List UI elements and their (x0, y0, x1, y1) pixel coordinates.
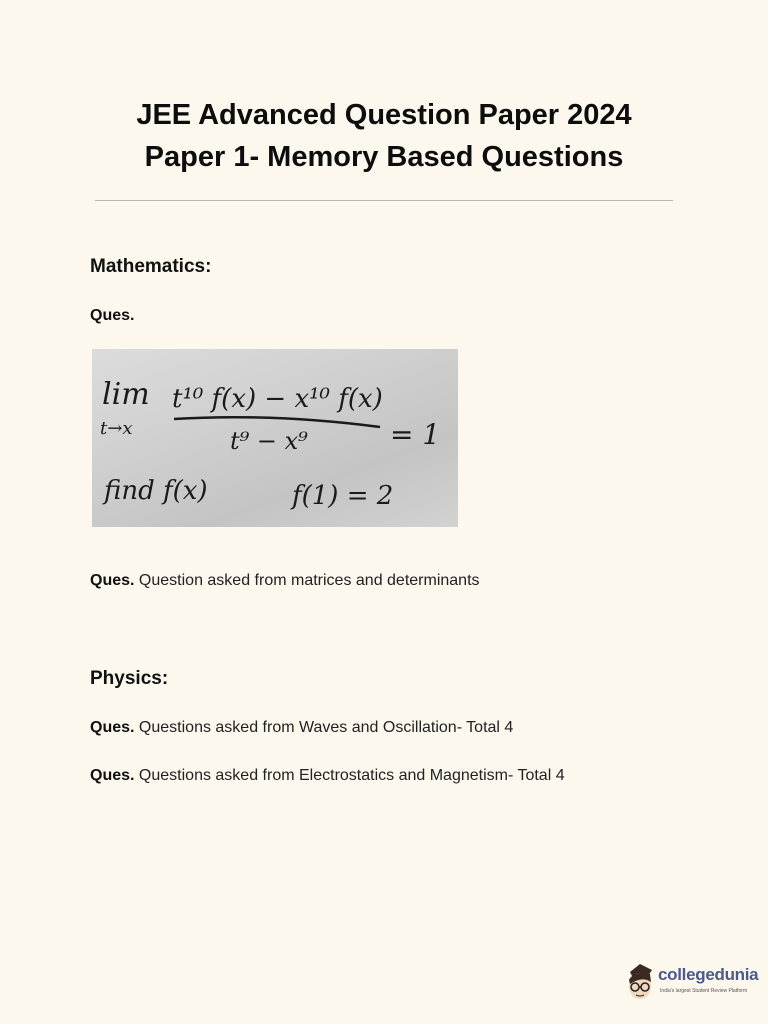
question-label: Ques. (90, 767, 135, 784)
document-title (0, 94, 768, 178)
question-text: Question asked from matrices and determinants (138, 572, 480, 589)
svg-text:t¹⁰ f(x) − x¹⁰ f(x): t¹⁰ f(x) − x¹⁰ f(x) (172, 384, 383, 414)
question-label: Ques. (90, 719, 135, 736)
svg-text:find f(x): find f(x) (104, 476, 208, 506)
question-label: Ques. (90, 572, 135, 589)
question-4 (90, 767, 565, 785)
svg-text:f(1) = 2: f(1) = 2 (292, 481, 394, 511)
title-line-2: Paper 1- Memory Based Questions (144, 141, 624, 173)
svg-text:= 1: = 1 (390, 418, 441, 451)
section-heading-physics: Physics: (90, 668, 169, 689)
question-text: Questions asked from Electrostatics and Magnetism- Total 4 (138, 767, 565, 784)
brand-name: collegedunia (658, 965, 759, 984)
brand-tagline: India's largest Student Review Platform (660, 988, 748, 994)
mascot-icon (624, 962, 656, 1002)
divider (95, 200, 673, 201)
question-3 (90, 719, 513, 737)
svg-text:t→x: t→x (100, 418, 133, 439)
svg-text:lim: lim (102, 377, 150, 412)
svg-text:t⁹ − x⁹: t⁹ − x⁹ (230, 427, 308, 455)
question-1 (90, 307, 134, 325)
section-heading-mathematics: Mathematics: (90, 256, 212, 277)
question-text: Questions asked from Waves and Oscillation- Total 4 (138, 719, 514, 736)
question-2 (90, 572, 480, 590)
title-line-1: JEE Advanced Question Paper 2024 (136, 99, 632, 131)
handwritten-math-question-image (92, 349, 458, 527)
collegedunia-logo (624, 962, 759, 1002)
question-label: Ques. (90, 307, 135, 324)
